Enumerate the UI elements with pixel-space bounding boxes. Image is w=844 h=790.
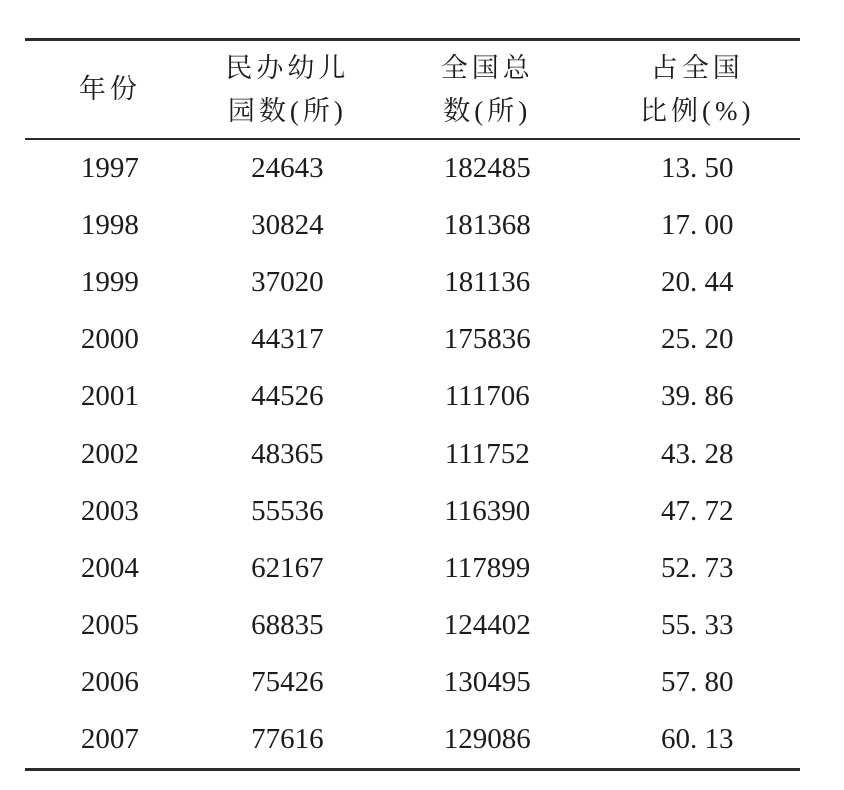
cell-national: 124402 xyxy=(443,608,531,641)
statistics-table xyxy=(25,38,800,771)
cell-year: 2007 xyxy=(80,722,139,755)
cell-year: 2005 xyxy=(80,608,139,641)
cell-national: 182485 xyxy=(443,152,531,185)
table-row xyxy=(25,540,800,597)
cell-private: 44317 xyxy=(251,323,324,356)
cell-private: 30824 xyxy=(251,209,324,242)
cell-private: 62167 xyxy=(251,551,324,584)
cell-year: 2003 xyxy=(80,494,139,527)
table-body xyxy=(25,140,800,768)
cell-year: 2002 xyxy=(80,437,139,470)
cell-private: 37020 xyxy=(251,266,324,299)
cell-percent: 55. 33 xyxy=(661,608,734,641)
header-national-total xyxy=(380,41,595,138)
table-row xyxy=(25,711,800,768)
table-row xyxy=(25,311,800,368)
cell-private: 77616 xyxy=(251,722,324,755)
cell-national: 129086 xyxy=(443,722,531,755)
table-row xyxy=(25,483,800,540)
header-percent xyxy=(595,41,800,138)
cell-year: 2001 xyxy=(80,380,139,413)
cell-year: 1999 xyxy=(80,266,139,299)
cell-national: 116390 xyxy=(444,494,531,527)
cell-percent: 43. 28 xyxy=(661,437,734,470)
cell-percent: 47. 72 xyxy=(661,494,734,527)
header-private-line1: 民办幼儿 xyxy=(225,52,350,83)
cell-year: 1998 xyxy=(80,209,139,242)
cell-percent: 39. 86 xyxy=(661,380,734,413)
header-year xyxy=(25,41,195,138)
cell-percent: 20. 44 xyxy=(661,266,734,299)
cell-national: 130495 xyxy=(443,665,531,698)
cell-private: 68835 xyxy=(251,608,324,641)
cell-national: 175836 xyxy=(443,323,531,356)
cell-private: 24643 xyxy=(251,152,324,185)
header-year-label: 年份 xyxy=(78,74,141,104)
table-row xyxy=(25,368,800,425)
table-row xyxy=(25,597,800,654)
cell-year: 2006 xyxy=(80,665,139,698)
cell-percent: 52. 73 xyxy=(661,551,734,584)
table-row xyxy=(25,425,800,482)
cell-year: 2000 xyxy=(80,323,139,356)
cell-percent: 17. 00 xyxy=(661,209,734,242)
cell-percent: 25. 20 xyxy=(661,323,734,356)
table-row xyxy=(25,654,800,711)
header-national-line2: 数(所) xyxy=(443,95,532,126)
cell-year: 1997 xyxy=(80,152,139,185)
header-percent-line2: 比例(%) xyxy=(640,95,755,126)
cell-national: 111706 xyxy=(444,380,530,413)
cell-national: 181136 xyxy=(444,266,531,299)
cell-private: 75426 xyxy=(251,665,324,698)
cell-percent: 57. 80 xyxy=(661,665,734,698)
table-row xyxy=(25,140,800,197)
cell-private: 48365 xyxy=(251,437,324,470)
cell-national: 181368 xyxy=(443,209,531,242)
cell-percent: 60. 13 xyxy=(661,722,734,755)
header-national-line1: 全国总 xyxy=(440,52,534,83)
table-bottom-rule xyxy=(25,768,800,771)
cell-percent: 13. 50 xyxy=(661,152,734,185)
table-header-row xyxy=(25,41,800,138)
cell-private: 44526 xyxy=(251,380,324,413)
cell-national: 117899 xyxy=(444,551,531,584)
header-percent-line1: 占全国 xyxy=(650,52,744,83)
table-row xyxy=(25,197,800,254)
cell-private: 55536 xyxy=(251,494,324,527)
header-private-kindergartens xyxy=(195,41,380,138)
table-row xyxy=(25,254,800,311)
header-private-line2: 园数(所) xyxy=(227,95,347,126)
cell-national: 111752 xyxy=(444,437,530,470)
cell-year: 2004 xyxy=(80,551,139,584)
